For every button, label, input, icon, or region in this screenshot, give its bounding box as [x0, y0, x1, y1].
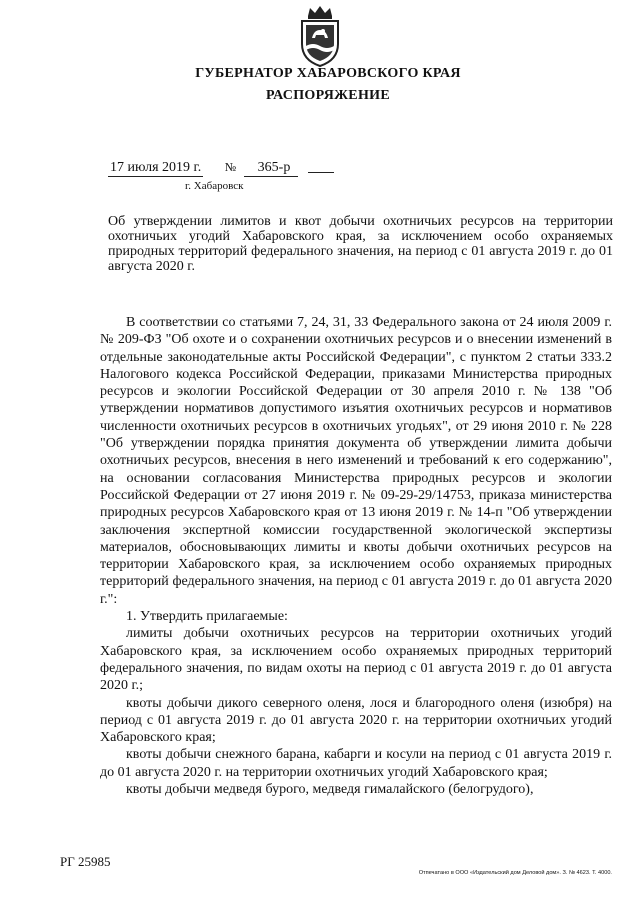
document-body	[100, 314, 612, 798]
body-paragraph: квоты добычи снежного барана, кабарги и косули на период с 01 августа 2019 г. до 01 августа 2020 г. на территории охотничьих угодий Хабаровского края;	[100, 747, 612, 780]
document-subject: Об утверждении лимитов и квот добычи охотничьих ресурсов на территории охотничьих угодий Хабаровского края, за исключением особо охраняемых природных территорий федерального значения, на период с 01 августа 2019 г. до 01 августа 2020 г.	[108, 214, 613, 274]
registration-number: РГ 25985	[60, 854, 111, 869]
issuer-title: ГУБЕРНАТОР ХАБАРОВСКОГО КРАЯ	[195, 66, 461, 81]
body-paragraph: квоты добычи медведя бурого, медведя гималайского (белогрудого),	[126, 782, 534, 798]
date-number-line	[108, 160, 334, 177]
document-date: 17 июля 2019 г.	[110, 160, 202, 175]
document-type: РАСПОРЯЖЕНИЕ	[266, 88, 390, 103]
khabarovsk-coat-of-arms-icon	[296, 4, 344, 68]
underline-stub	[308, 172, 334, 173]
body-paragraph: В соответствии со статьями 7, 24, 31, 33 Федерального закона от 24 июля 2009 г. № 209-ФЗ "Об охоте и о сохранении охотничьих ресурсов и о внесении изменений в отдельные законодательные акты Российской Федерации", с пунктом 2 статьи 333.2 Налогового кодекса Российской Федерации, приказами Министерства природных ресурсов и экологии Российской Федерации от 30 апреля 2010 г. № 138 "Об утверждении нормативов допустимого изъятия охотничьих ресурсов и нормативов численности охотничьих ресурсов в охотничьих угодьях", от 29 июня 2010 г. № 228 "Об утверждении порядка принятия документа об утверждении лимита добычи охотничьих ресурсов, внесения в него изменений и требований к его содержанию", на основании согласования Министерства природных ресурсов и экологии Российской Федерации от 27 июня 2019 г. № 09-29-29/14753, приказа министерства природных ресурсов Хабаровского края от 13 июня 2019 г. № 14-п "Об утверждении заключения экспертной комиссии государственной экологической экспертизы материалов, обосновывающих лимиты и квоты добычи охотничьих ресурсов на территории Хабаровского края, за исключением особо охраняемых природных территорий федерального значения, на период с 01 августа 2019 г. до 01 августа 2020 г.":	[100, 315, 612, 607]
document-city: г. Хабаровск	[185, 180, 244, 192]
body-paragraph: квоты добычи дикого северного оленя, лося и благородного оленя (изюбря) на период с 01 августа 2019 г. до 01 августа 2020 г. на территории охотничьих угодий Хабаровского края;	[100, 695, 612, 746]
body-paragraph: 1. Утвердить прилагаемые:	[126, 609, 288, 625]
body-paragraph: лимиты добычи охотничьих ресурсов на территории охотничьих угодий Хабаровского края, за исключением особо охраняемых природных территорий федерального значения, по видам охоты на период с 01 августа 2019 г. до 01 августа 2020 г.;	[100, 626, 612, 694]
number-sign: №	[224, 160, 237, 174]
document-number: 365-р	[244, 160, 299, 177]
printer-note: Отпечатано в ООО «Издательский дом Деловой дом». З. № 4623. Т. 4000.	[418, 870, 612, 876]
